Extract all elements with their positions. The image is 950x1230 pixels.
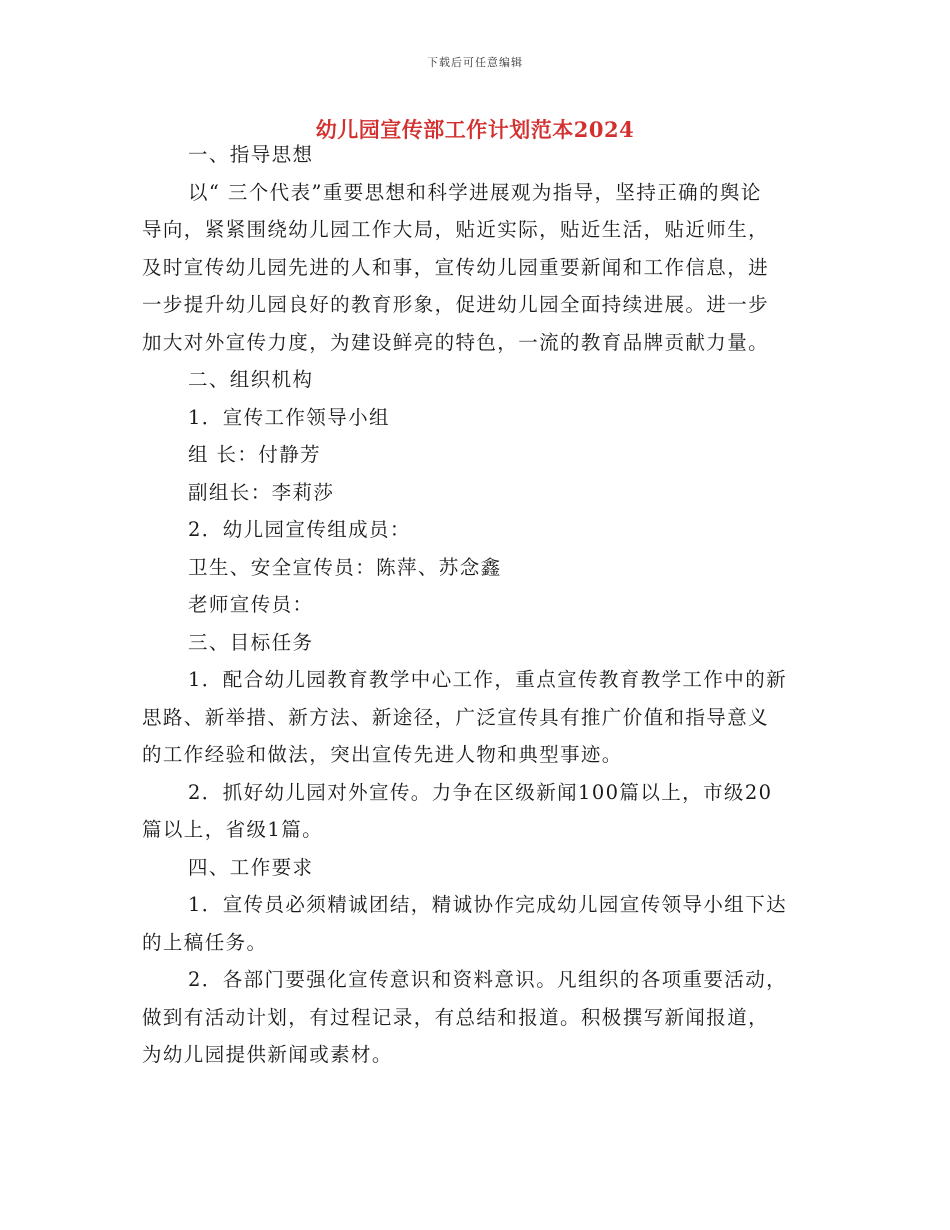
paragraph-line: 以“ 三个代表”重要思想和科学进展观为指导，坚持正确的舆论 (188, 180, 762, 204)
paragraph-line: 副组长：李莉莎 (188, 480, 335, 504)
paragraph-line: 2．幼儿园宣传组成员： (188, 518, 411, 541)
paragraph-line: 一步提升幼儿园良好的教育形象，促进幼儿园全面持续进展。进一步 (142, 293, 770, 316)
paragraph-line: 1．宣传工作领导小组 (188, 405, 390, 429)
document-title: 幼儿园宣传部工作计划范本2024 (315, 117, 635, 142)
paragraph-line: 的上稿任务。 (142, 930, 268, 954)
page-header-note: 下载后可任意编辑 (427, 56, 523, 69)
paragraph-line: 一、指导思想 (188, 143, 314, 166)
paragraph-line: 1．宣传员必须精诚团结，精诚协作完成幼儿园宣传领导小组下达 (188, 893, 788, 916)
paragraph-line: 导向，紧紧围绕幼儿园工作大局，贴近实际，贴近生活，贴近师生， (142, 218, 770, 241)
paragraph-line: 及时宣传幼儿园先进的人和事，宣传幼儿园重要新闻和工作信息，进 (142, 255, 770, 279)
paragraph-line: 篇以上，省级1篇。 (142, 818, 324, 841)
paragraph-line: 为幼儿园提供新闻或素材。 (142, 1043, 393, 1066)
paragraph-line: 思路、新举措、新方法、新途径，广泛宣传具有推广价值和指导意义 (142, 705, 770, 729)
document-body (142, 136, 810, 1074)
paragraph-line: 二、组织机构 (188, 368, 314, 391)
paragraph-line: 做到有活动计划，有过程记录，有总结和报道。积极撰写新闻报道， (142, 1005, 770, 1029)
paragraph-line: 三、目标任务 (188, 630, 314, 654)
paragraph-line: 卫生、安全宣传员：陈萍、苏念鑫 (188, 555, 502, 579)
paragraph-line: 四、工作要求 (188, 855, 314, 879)
paragraph-line: 老师宣传员： (188, 593, 314, 616)
paragraph-line: 2．抓好幼儿园对外宣传。力争在区级新闻100篇以上，市级20 (188, 780, 773, 804)
paragraph-line: 2．各部门要强化宣传意识和资料意识。凡组织的各项重要活动， (188, 968, 788, 991)
paragraph-line: 组 长：付静芳 (188, 443, 321, 466)
paragraph-line: 1．配合幼儿园教育教学中心工作，重点宣传教育教学工作中的新 (188, 668, 788, 691)
paragraph-line: 加大对外宣传力度，为建设鲜亮的特色，一流的教育品牌贡献力量。 (142, 330, 770, 354)
paragraph-line: 的工作经验和做法，突出宣传先进人物和典型事迹。 (142, 743, 623, 766)
